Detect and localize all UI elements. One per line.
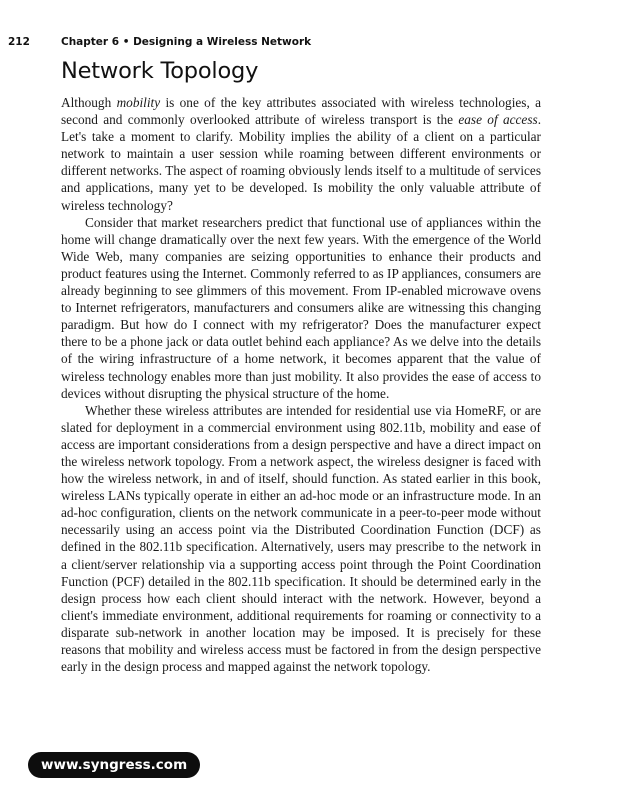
- emphasis-mobility: mobility: [116, 95, 161, 110]
- chapter-title: Chapter 6 • Designing a Wireless Network: [61, 36, 312, 48]
- website-badge: www.syngress.com: [28, 752, 200, 778]
- emphasis-ease-of-access: ease of access: [458, 112, 538, 128]
- paragraph-1-after: . Let's take a moment to clarify. Mobility implies the ability of a client on a particular network to maintain a user session while roaming between different environments or different networks. The aspect of roaming obviously lends itself to a multitude of services and applications, many yet to be developed. Is mobility the only valuable attribute of wireless technology?: [61, 112, 542, 213]
- paragraph-1-before: Although: [61, 95, 117, 110]
- paragraph-3: Whether these wireless attributes are intended for residential use via HomeRF, or are slated for deployment in a commercial environment using 802.11b, mobility and ease of access are important considerations from a design perspective and have a direct impact on the wireless network topology. From a network aspect, the wireless designer is faced with how the wireless network, in and of itself, should function. As stated earlier in this book, wireless LANs typically operate in either an ad-hoc mode or an infrastructure mode. In an ad-hoc configuration, clients on the network communicate in a peer-to-peer mode without necessarily using an access point via the Distributed Coordination Function (DCF) as defined in the 802.11b specification. Alternatively, users may prescribe to the network in a client/server relationship via a supporting access point through the Point Coordination Function (PCF) detailed in the 802.11b specification. It should be determined early in the design process how each client should interact with the network. However, beyond a client's immediate environment, additional requirements for roaming or connectivity to a disparate sub-network in another location may be imposed. It is precisely for these reasons that mobility and wireless access must be factored in from the design perspective early in the design process and mapped against the network topology.: [61, 402, 541, 675]
- running-header: [8, 36, 311, 48]
- section-title: Network Topology: [61, 58, 259, 84]
- paragraph-2: Consider that market researchers predict that functional use of appliances within the home will change dramatically over the next few years. With the emergence of the World Wide Web, many companies are seizing opportunities to enhance their products and product features using the Internet. Commonly referred to as IP appliances, consumers are already beginning to see glimmers of this movement. From IP-enabled microwave ovens to Internet refrigerators, manufacturers and consumers alike are witnessing this changing paradigm. But how do I connect with my refrigerator? Does the manufacturer expect there to be a phone jack or data outlet behind each appliance? As we delve into the details of the wiring infrastructure of a home network, it becomes apparent that the value of wireless technology enables more than just mobility. It also provides the ease of access to devices without disrupting the physical structure of the home.: [61, 214, 541, 401]
- body-text: [61, 94, 541, 675]
- page-number: 212: [8, 36, 30, 48]
- paragraph-1: [61, 94, 541, 214]
- paragraph-1-middle: is one of the key attributes associated with wireless technologies, a second and commonly overlooked attribute of wireless transport is the: [61, 95, 542, 128]
